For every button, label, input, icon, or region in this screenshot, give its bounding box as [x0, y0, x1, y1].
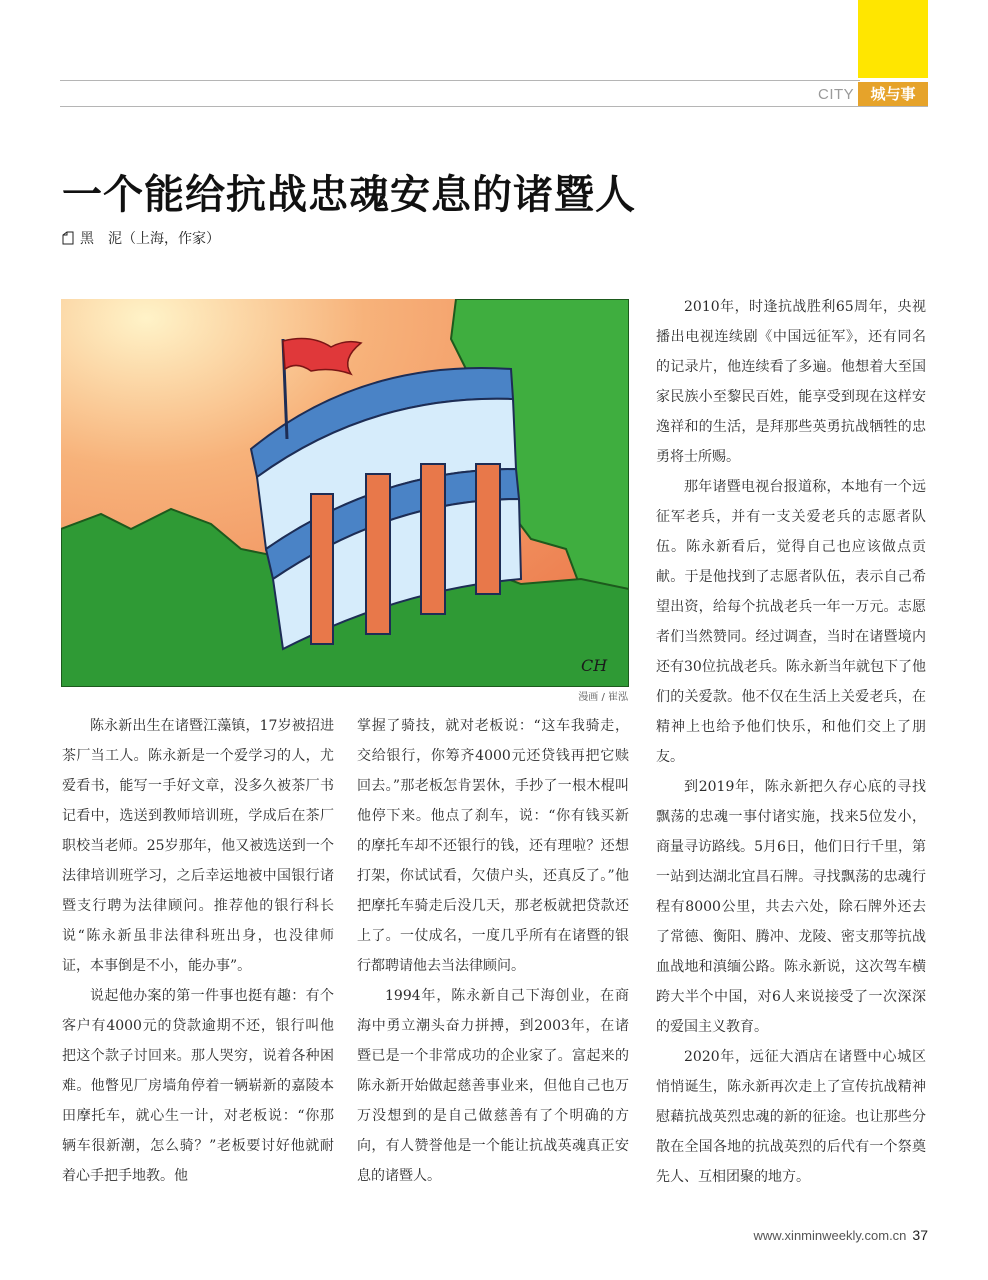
author: 黑 泥（上海，作家） — [80, 231, 220, 247]
paragraph-5: 那年诸暨电视台报道称，本地有一个远征军老兵，并有一支关爱老兵的志愿者队伍。陈永新看后，觉得自己也应该做点贡献。于是他找到了志愿者队伍，表示自己希望出资，给每个抗战老兵一年一万元。志愿者们当然赞同。经过调查，当时在诸暨境内还有30位抗战老兵。陈永新当年就包下了他们的关爱款。他不仅在生活上关爱老兵，在精神上也给予他们快乐，和他们交上了朋友。 — [656, 479, 926, 765]
website-link[interactable]: www.xinminweekly.com.cn — [753, 1228, 907, 1243]
footer — [754, 1227, 929, 1244]
paragraph-1: 陈永新出生在诸暨江藻镇，17岁被招进茶厂当工人。陈永新是一个爱学习的人，尤爱看书，能写一手好文章，没多久被茶厂书记看中，选送到教师培训班，学成后在茶厂职校当老师。25岁那年，他又被选送到一个法律培训班学习，之后幸运地被中国银行诸暨支行聘为法律顾问。推荐他的银行科长说“陈永新虽非法律科班出身，也没律师证，本事倒是不小，能办事”。 — [62, 718, 334, 974]
paragraph-4: 2010年，时逢抗战胜利65周年，央视播出电视连续剧《中国远征军》，还有同名的记录片，他连续看了多遍。他想着大至国家民族小至黎民百姓，能享受到现在这样安逸祥和的生活，是拜那些英勇抗战牺牲的忠勇将士所赐。 — [656, 299, 926, 465]
artist-signature: CH — [581, 656, 608, 675]
paragraph-2: 说起他办案的第一件事也挺有趣：有个客户有4000元的贷款逾期不还，银行叫他把这个款子讨回来。那人哭穷，说着各种困难。他瞥见厂房墙角停着一辆崭新的嘉陵本田摩托车，就心生一计，对老板说：“你那辆车很新潮，怎么骑？”老板要讨好他就耐着心手把手地教。他 — [62, 988, 334, 1184]
paragraph-6: 到2019年，陈永新把久存心底的寻找飘荡的忠魂一事付诸实施，找来5位发小，商量寻访路线。5月6日，他们日行千里，第一站到达湖北宜昌石牌。寻找飘荡的忠魂行程有8000公里，共去六处，除石牌外还去了常德、衡阳、腾冲、龙陵、密支那等抗战血战地和滇缅公路。陈永新说，这次驾车横跨大半个中国，对6人来说接受了一次深深的爱国主义教育。 — [656, 779, 926, 1035]
yellow-corner-tab — [858, 0, 928, 78]
article-title: 一个能给抗战忠魂安息的诸暨人 — [62, 172, 636, 218]
page-number: 37 — [912, 1227, 928, 1243]
header-rule-top — [60, 80, 860, 81]
paragraph-2-continued: 掌握了骑技，就对老板说：“这车我骑走，交给银行，你筹齐4000元还贷钱再把它赎回去。”那老板怎肯罢休，手抄了一根木棍叫他停下来。他点了刹车，说：“你有钱买新的摩托车却不还银行的钱，还有理啦？还想打架，你试试看，欠债户头，还真反了。”他把摩托车骑走后没几天，那老板就把贷款还上了。一仗成名，一度几乎所有在诸暨的银行都聘请他去当法律顾问。 — [357, 718, 629, 974]
section-label-en: CITY — [818, 86, 855, 103]
header-rule-bottom — [60, 106, 928, 107]
column-1 — [62, 711, 334, 1191]
column-2 — [357, 711, 629, 1191]
image-credit: 漫画 / 崔泓 — [578, 692, 628, 703]
cartoon-illustration — [61, 299, 629, 687]
byline — [62, 230, 220, 248]
pen-icon — [62, 231, 74, 245]
section-label-cn: 城与事 — [858, 82, 928, 106]
paragraph-3: 1994年，陈永新自己下海创业，在商海中勇立潮头奋力拼搏，到2003年，在诸暨已是一个非常成功的企业家了。富起来的陈永新开始做起慈善事业来，但他自己也万万没想到的是自己做慈善有了个明确的方向，有人赞誉他是一个能让抗战英魂真正安息的诸暨人。 — [357, 988, 629, 1184]
cartoon-svg — [61, 299, 629, 687]
column-3 — [656, 292, 926, 1192]
paragraph-7: 2020年，远征大酒店在诸暨中心城区悄悄诞生，陈永新再次走上了宣传抗战精神慰藉抗战英烈忠魂的新的征途。也让那些分散在全国各地的抗战英烈的后代有一个祭奠先人、互相团聚的地方。 — [656, 1049, 926, 1185]
